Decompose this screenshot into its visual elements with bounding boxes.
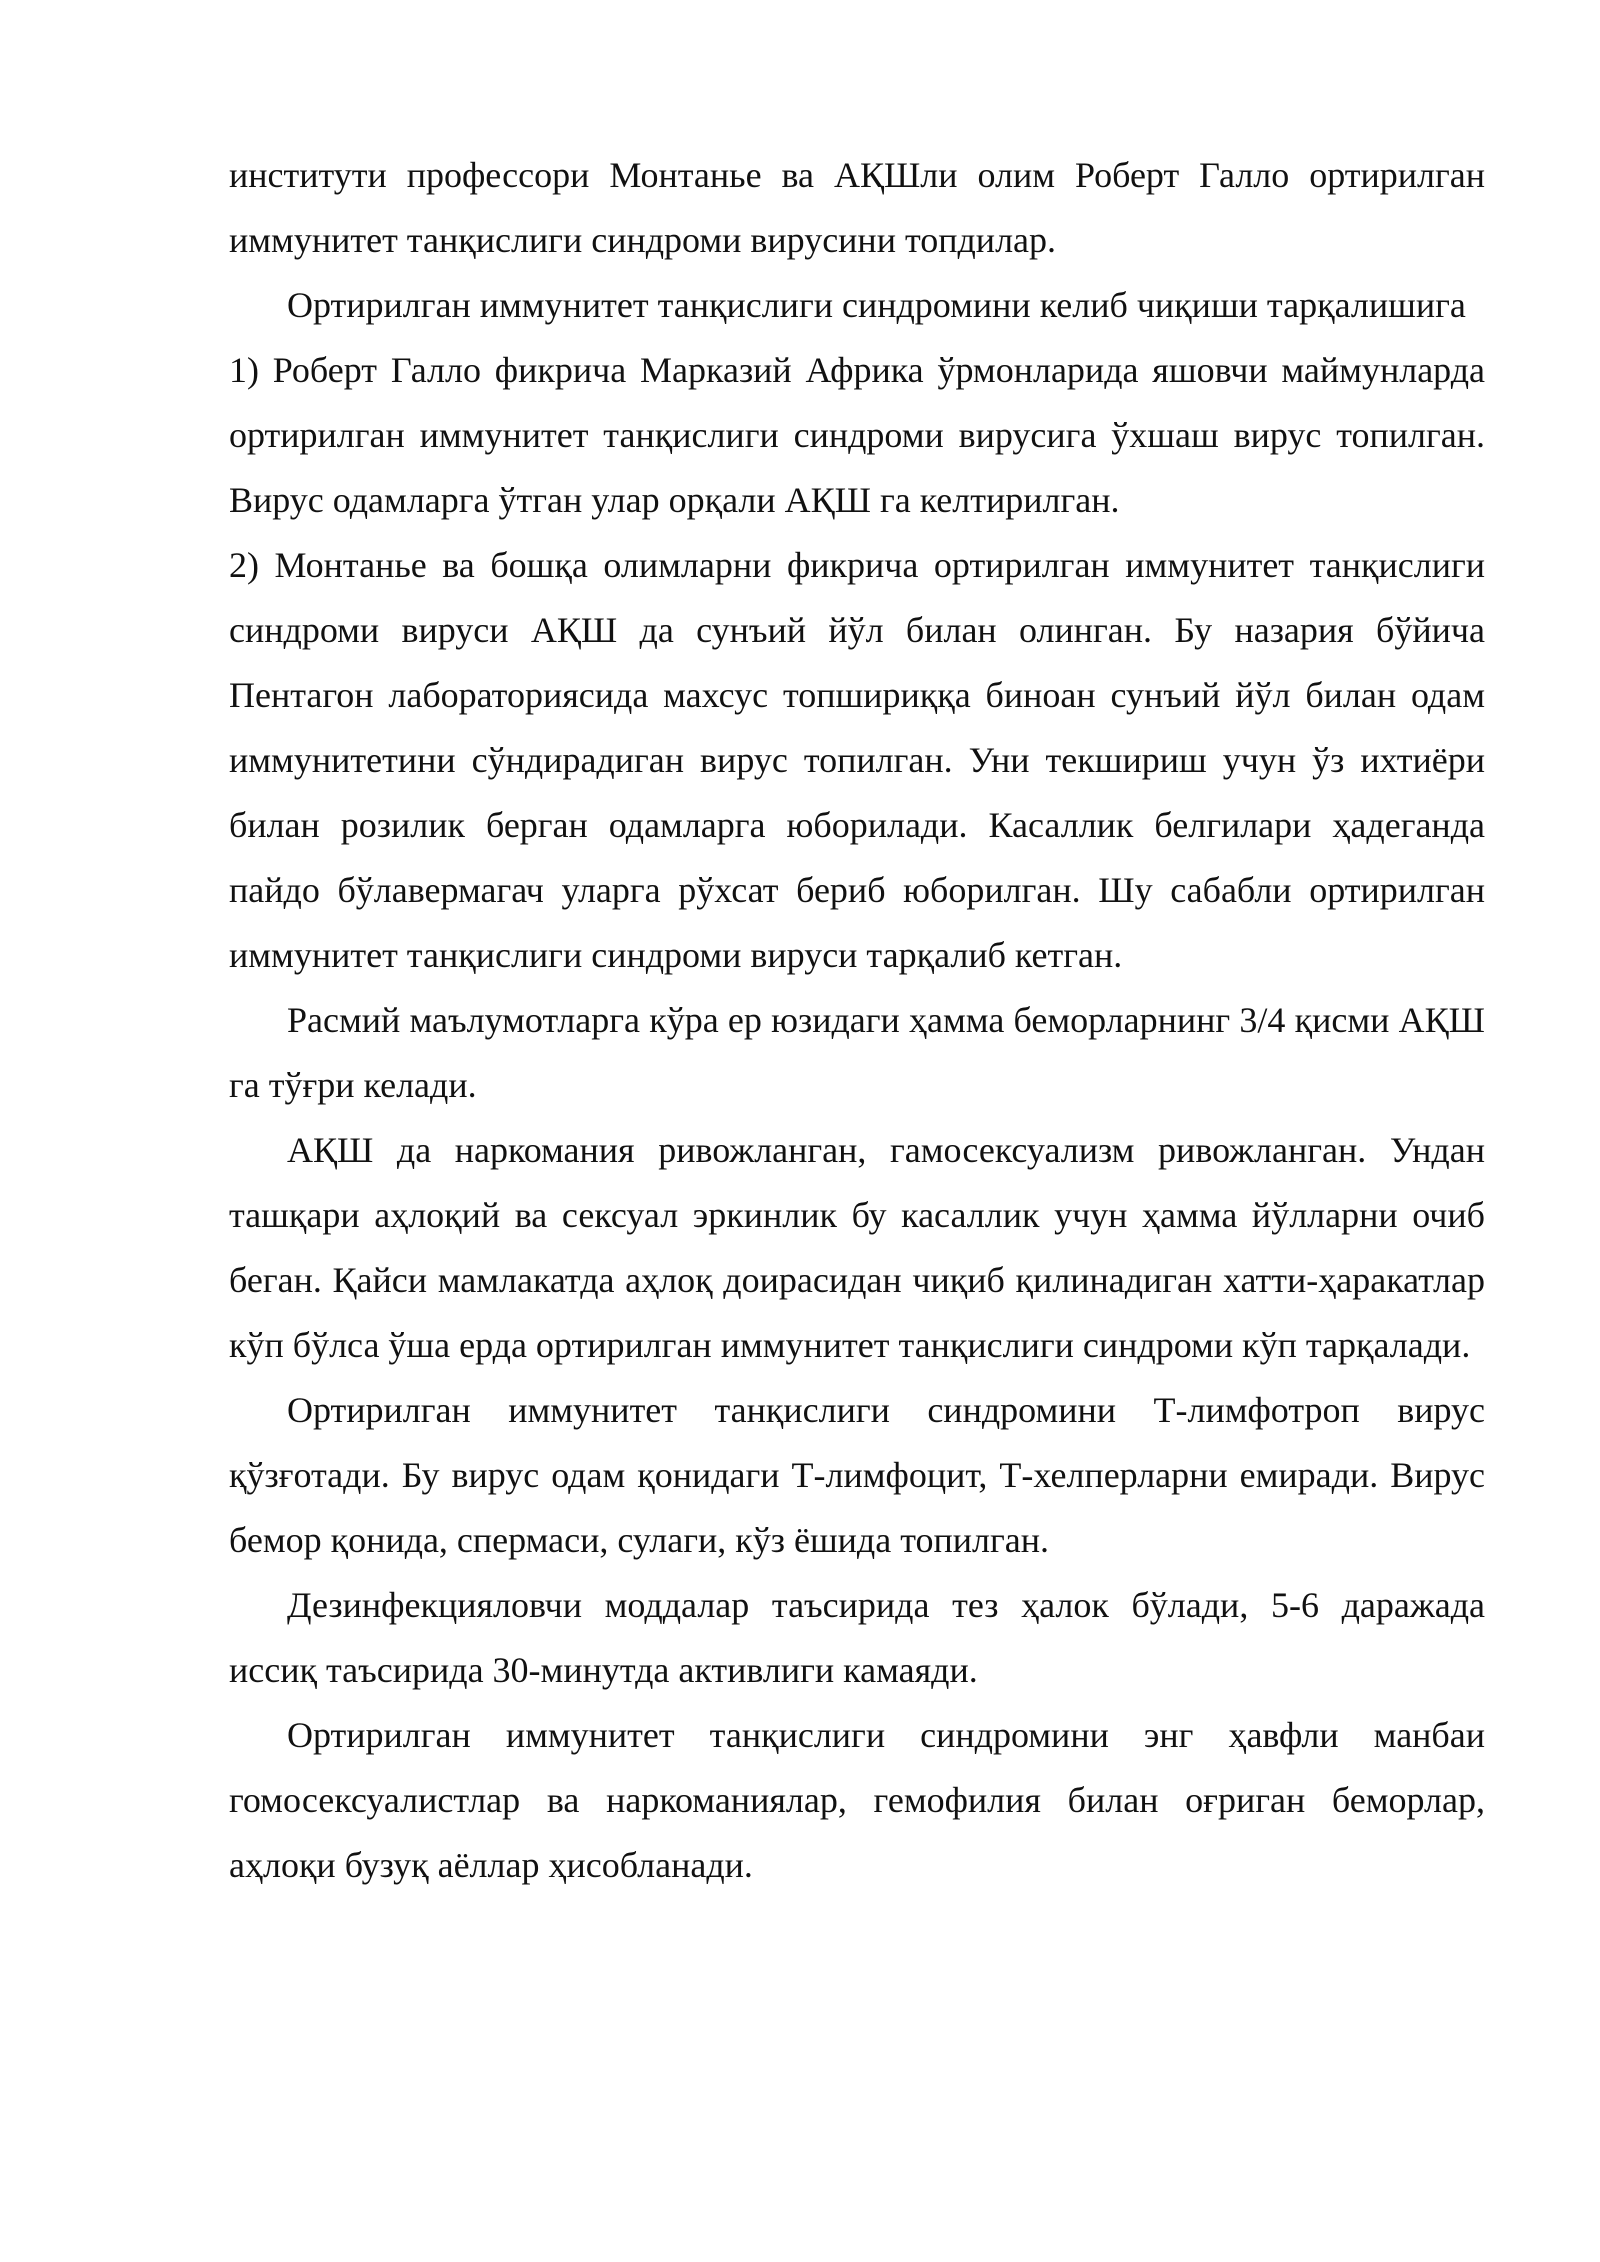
paragraph: Дезинфекцияловчи моддалар таъсирида тез ҳалок бўлади, 5-6 даражада иссиқ таъсирида 30-минутда активлиги камаяди.: [229, 1585, 1485, 1690]
paragraph: Ортирилган иммунитет танқислиги синдромини Т-лимфотроп вирус қўзғотади. Бу вирус одам қонидаги Т-лимфоцит, Т-хелперларни емиради. Вирус бемор қонида, спермаси, сулаги, кўз ёшида топилган.: [229, 1390, 1485, 1560]
paragraph: АҚШ да наркомания ривожланган, гамосексуализм ривожланган. Ундан ташқари аҳлоқий ва сексуал эркинлик бу касаллик учун ҳамма йўлларни очиб беган. Қайси мамлакатда аҳлоқ доирасидан чиқиб қилинадиган хатти-ҳаракатлар кўп бўлса ўша ерда ортирилган иммунитет танқислиги синдроми кўп тарқалади.: [229, 1130, 1485, 1365]
list-item-paragraph: 2) Монтанье ва бошқа олимларни фикрича ортирилган иммунитет танқислиги синдроми вируси АҚШ да сунъий йўл билан олинган. Бу назария бўйича Пентагон лабораториясида махсус топшириққа биноан сунъий йўл билан одам иммунитетини сўндирадиган вирус топилган. Уни текшириш учун ўз ихтиёри билан розилик берган одамларга юборилади. Касаллик белгилари ҳадеганда пайдо бўлавермагач уларга рўхсат бериб юборилган. Шу сабабли ортирилган иммунитет танқислиги синдроми вируси тарқалиб кетган.: [229, 545, 1485, 975]
body-text: [229, 143, 1485, 1898]
paragraph: Ортирилган иммунитет танқислиги синдромини энг ҳавфли манбаи гомосексуалистлар ва наркоманиялар, гемофилия билан оғриган беморлар, аҳлоқи бузуқ аёллар ҳисобланади.: [229, 1715, 1485, 1885]
list-item-paragraph: 1) Роберт Галло фикрича Марказий Африка ўрмонларида яшовчи маймунларда ортирилган иммунитет танқислиги синдроми вирусига ўхшаш вирус топилган. Вирус одамларга ўтган улар орқали АҚШ га келтирилган.: [229, 350, 1485, 520]
paragraph: Расмий маълумотларга кўра ер юзидаги ҳамма беморларнинг 3/4 қисми АҚШ га тўғри келади.: [229, 1000, 1485, 1105]
paragraph: Ортирилган иммунитет танқислиги синдромини келиб чиқиши тарқалишига: [287, 285, 1466, 325]
paragraph: институти профессори Монтанье ва АҚШли олим Роберт Галло ортирилган иммунитет танқислиги синдроми вирусини топдилар.: [229, 155, 1485, 260]
